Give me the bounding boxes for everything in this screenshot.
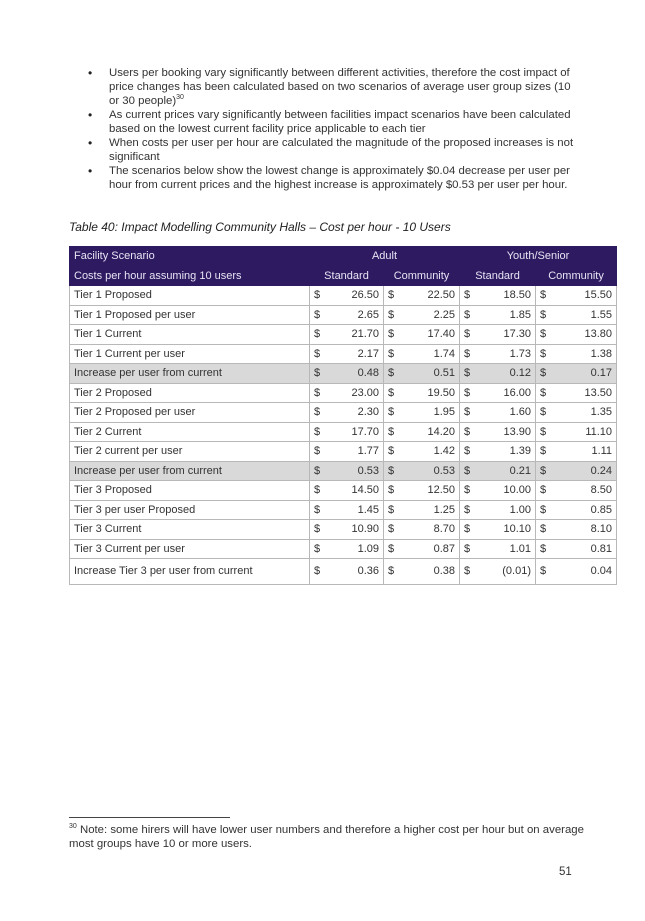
cell-value: 0.24 bbox=[560, 461, 617, 481]
table-row bbox=[70, 286, 617, 306]
row-label: Tier 2 Proposed bbox=[70, 383, 310, 403]
currency-symbol: $ bbox=[384, 539, 408, 559]
currency-symbol: $ bbox=[460, 422, 484, 442]
currency-symbol: $ bbox=[460, 539, 484, 559]
currency-symbol: $ bbox=[536, 481, 560, 501]
table-row bbox=[70, 500, 617, 520]
cell-value: 0.48 bbox=[334, 364, 384, 384]
row-label: Increase Tier 3 per user from current bbox=[70, 559, 310, 585]
currency-symbol: $ bbox=[536, 461, 560, 481]
currency-symbol: $ bbox=[460, 305, 484, 325]
cell-value: 10.90 bbox=[334, 520, 384, 540]
cell-value: 8.70 bbox=[408, 520, 460, 540]
cell-value: 1.45 bbox=[334, 500, 384, 520]
currency-symbol: $ bbox=[310, 403, 334, 423]
row-label: Increase per user from current bbox=[70, 461, 310, 481]
cell-value: 1.77 bbox=[334, 442, 384, 462]
currency-symbol: $ bbox=[310, 344, 334, 364]
currency-symbol: $ bbox=[536, 403, 560, 423]
currency-symbol: $ bbox=[460, 403, 484, 423]
cell-value: 17.40 bbox=[408, 325, 460, 345]
currency-symbol: $ bbox=[310, 305, 334, 325]
cell-value: (0.01) bbox=[484, 559, 536, 585]
cell-value: 12.50 bbox=[408, 481, 460, 501]
row-label: Tier 3 Proposed bbox=[70, 481, 310, 501]
currency-symbol: $ bbox=[460, 383, 484, 403]
row-label: Tier 1 Current per user bbox=[70, 344, 310, 364]
row-label: Tier 3 per user Proposed bbox=[70, 500, 310, 520]
cell-value: 14.20 bbox=[408, 422, 460, 442]
currency-symbol: $ bbox=[384, 559, 408, 585]
bullet-item: • The scenarios below show the lowest change is approximately $0.04 decrease per user per hour from current prices and the highest increase is approximately $0.53 per user per hour. bbox=[76, 164, 576, 192]
cell-value: 1.25 bbox=[408, 500, 460, 520]
currency-symbol: $ bbox=[460, 325, 484, 345]
currency-symbol: $ bbox=[310, 383, 334, 403]
currency-symbol: $ bbox=[384, 403, 408, 423]
cell-value: 13.90 bbox=[484, 422, 536, 442]
currency-symbol: $ bbox=[310, 559, 334, 585]
table-caption: Table 40: Impact Modelling Community Halls – Cost per hour - 10 Users bbox=[69, 220, 451, 234]
cell-value: 1.39 bbox=[484, 442, 536, 462]
footnote bbox=[69, 823, 589, 851]
cell-value: 0.81 bbox=[560, 539, 617, 559]
table-row bbox=[70, 539, 617, 559]
row-label: Tier 2 current per user bbox=[70, 442, 310, 462]
currency-symbol: $ bbox=[460, 481, 484, 501]
cell-value: 1.11 bbox=[560, 442, 617, 462]
table-row bbox=[70, 481, 617, 501]
currency-symbol: $ bbox=[384, 344, 408, 364]
currency-symbol: $ bbox=[536, 305, 560, 325]
cell-value: 13.80 bbox=[560, 325, 617, 345]
currency-symbol: $ bbox=[536, 442, 560, 462]
currency-symbol: $ bbox=[310, 481, 334, 501]
table-subheader-row bbox=[70, 267, 617, 286]
currency-symbol: $ bbox=[384, 442, 408, 462]
cell-value: 0.38 bbox=[408, 559, 460, 585]
currency-symbol: $ bbox=[460, 442, 484, 462]
cell-value: 26.50 bbox=[334, 286, 384, 306]
cell-value: 2.25 bbox=[408, 305, 460, 325]
cell-value: 0.17 bbox=[560, 364, 617, 384]
table-row bbox=[70, 383, 617, 403]
row-label: Tier 1 Proposed per user bbox=[70, 305, 310, 325]
table-row bbox=[70, 305, 617, 325]
cell-value: 0.87 bbox=[408, 539, 460, 559]
row-label: Increase per user from current bbox=[70, 364, 310, 384]
row-label: Tier 3 Current per user bbox=[70, 539, 310, 559]
header-adult: Adult bbox=[310, 247, 460, 267]
cell-value: 18.50 bbox=[484, 286, 536, 306]
currency-symbol: $ bbox=[310, 364, 334, 384]
footnote-text: Note: some hirers will have lower user numbers and therefore a higher cost per hour but on average most groups have 10 or more users. bbox=[69, 824, 584, 850]
header-youth-standard: Standard bbox=[460, 267, 536, 286]
row-label: Tier 2 Current bbox=[70, 422, 310, 442]
currency-symbol: $ bbox=[536, 520, 560, 540]
table-row bbox=[70, 461, 617, 481]
cell-value: 13.50 bbox=[560, 383, 617, 403]
cell-value: 10.10 bbox=[484, 520, 536, 540]
cell-value: 1.00 bbox=[484, 500, 536, 520]
cell-value: 1.38 bbox=[560, 344, 617, 364]
footnote-number: 30 bbox=[69, 823, 77, 830]
currency-symbol: $ bbox=[384, 305, 408, 325]
cell-value: 0.04 bbox=[560, 559, 617, 585]
bullet-list bbox=[76, 66, 576, 192]
bullet-item: • As current prices vary significantly between facilities impact scenarios have been calculated based on the lowest current facility price applicable to each tier bbox=[76, 108, 576, 136]
cell-value: 2.65 bbox=[334, 305, 384, 325]
currency-symbol: $ bbox=[460, 344, 484, 364]
currency-symbol: $ bbox=[384, 286, 408, 306]
cell-value: 0.36 bbox=[334, 559, 384, 585]
cell-value: 22.50 bbox=[408, 286, 460, 306]
currency-symbol: $ bbox=[536, 422, 560, 442]
currency-symbol: $ bbox=[384, 461, 408, 481]
page-number: 51 bbox=[559, 866, 572, 878]
cell-value: 21.70 bbox=[334, 325, 384, 345]
currency-symbol: $ bbox=[384, 383, 408, 403]
cell-value: 1.09 bbox=[334, 539, 384, 559]
table-row bbox=[70, 559, 617, 585]
currency-symbol: $ bbox=[536, 286, 560, 306]
header-youth-community: Community bbox=[536, 267, 617, 286]
cell-value: 0.85 bbox=[560, 500, 617, 520]
footnote-reference: 30 bbox=[176, 94, 184, 101]
currency-symbol: $ bbox=[384, 422, 408, 442]
cell-value: 16.00 bbox=[484, 383, 536, 403]
currency-symbol: $ bbox=[310, 325, 334, 345]
currency-symbol: $ bbox=[384, 364, 408, 384]
currency-symbol: $ bbox=[310, 500, 334, 520]
currency-symbol: $ bbox=[536, 383, 560, 403]
cell-value: 11.10 bbox=[560, 422, 617, 442]
table-row bbox=[70, 344, 617, 364]
currency-symbol: $ bbox=[460, 520, 484, 540]
bullet-item: • Users per booking vary significantly between different activities, therefore the cost impact of price changes has been calculated based on two scenarios of average user group sizes (10 or 30 people)$^{30}$ bbox=[76, 66, 576, 108]
cell-value: 2.30 bbox=[334, 403, 384, 423]
cell-value: 1.85 bbox=[484, 305, 536, 325]
row-label: Tier 1 Current bbox=[70, 325, 310, 345]
currency-symbol: $ bbox=[310, 442, 334, 462]
currency-symbol: $ bbox=[310, 461, 334, 481]
currency-symbol: $ bbox=[536, 539, 560, 559]
impact-table bbox=[69, 246, 617, 585]
currency-symbol: $ bbox=[536, 559, 560, 585]
cell-value: 1.55 bbox=[560, 305, 617, 325]
row-label: Tier 3 Current bbox=[70, 520, 310, 540]
cell-value: 17.30 bbox=[484, 325, 536, 345]
table-row bbox=[70, 422, 617, 442]
cell-value: 1.60 bbox=[484, 403, 536, 423]
cell-value: 17.70 bbox=[334, 422, 384, 442]
currency-symbol: $ bbox=[460, 364, 484, 384]
cell-value: 1.95 bbox=[408, 403, 460, 423]
row-label: Tier 1 Proposed bbox=[70, 286, 310, 306]
cell-value: 1.74 bbox=[408, 344, 460, 364]
currency-symbol: $ bbox=[310, 520, 334, 540]
header-adult-standard: Standard bbox=[310, 267, 384, 286]
table-row bbox=[70, 442, 617, 462]
currency-symbol: $ bbox=[384, 520, 408, 540]
cell-value: 10.00 bbox=[484, 481, 536, 501]
currency-symbol: $ bbox=[536, 344, 560, 364]
currency-symbol: $ bbox=[536, 325, 560, 345]
currency-symbol: $ bbox=[460, 559, 484, 585]
currency-symbol: $ bbox=[310, 539, 334, 559]
cell-value: 0.53 bbox=[334, 461, 384, 481]
cell-value: 2.17 bbox=[334, 344, 384, 364]
currency-symbol: $ bbox=[310, 286, 334, 306]
cell-value: 8.10 bbox=[560, 520, 617, 540]
currency-symbol: $ bbox=[384, 481, 408, 501]
cell-value: 8.50 bbox=[560, 481, 617, 501]
table-row bbox=[70, 364, 617, 384]
currency-symbol: $ bbox=[460, 500, 484, 520]
cell-value: 1.35 bbox=[560, 403, 617, 423]
currency-symbol: $ bbox=[536, 364, 560, 384]
header-facility-scenario: Facility Scenario bbox=[70, 247, 310, 267]
header-youth-senior: Youth/Senior bbox=[460, 247, 617, 267]
bullet-item: • When costs per user per hour are calculated the magnitude of the proposed increases is not significant bbox=[76, 136, 576, 164]
currency-symbol: $ bbox=[384, 500, 408, 520]
header-adult-community: Community bbox=[384, 267, 460, 286]
header-costs-per-hour: Costs per hour assuming 10 users bbox=[70, 267, 310, 286]
cell-value: 1.73 bbox=[484, 344, 536, 364]
cell-value: 0.12 bbox=[484, 364, 536, 384]
cell-value: 1.01 bbox=[484, 539, 536, 559]
currency-symbol: $ bbox=[384, 325, 408, 345]
cell-value: 1.42 bbox=[408, 442, 460, 462]
cell-value: 23.00 bbox=[334, 383, 384, 403]
table-header-row bbox=[70, 247, 617, 267]
cell-value: 0.53 bbox=[408, 461, 460, 481]
cell-value: 14.50 bbox=[334, 481, 384, 501]
currency-symbol: $ bbox=[310, 422, 334, 442]
currency-symbol: $ bbox=[460, 286, 484, 306]
table-row bbox=[70, 520, 617, 540]
footnote-divider bbox=[69, 817, 230, 818]
cell-value: 0.51 bbox=[408, 364, 460, 384]
row-label: Tier 2 Proposed per user bbox=[70, 403, 310, 423]
currency-symbol: $ bbox=[460, 461, 484, 481]
table-row bbox=[70, 325, 617, 345]
cell-value: 0.21 bbox=[484, 461, 536, 481]
cell-value: 15.50 bbox=[560, 286, 617, 306]
table-row bbox=[70, 403, 617, 423]
currency-symbol: $ bbox=[536, 500, 560, 520]
cell-value: 19.50 bbox=[408, 383, 460, 403]
